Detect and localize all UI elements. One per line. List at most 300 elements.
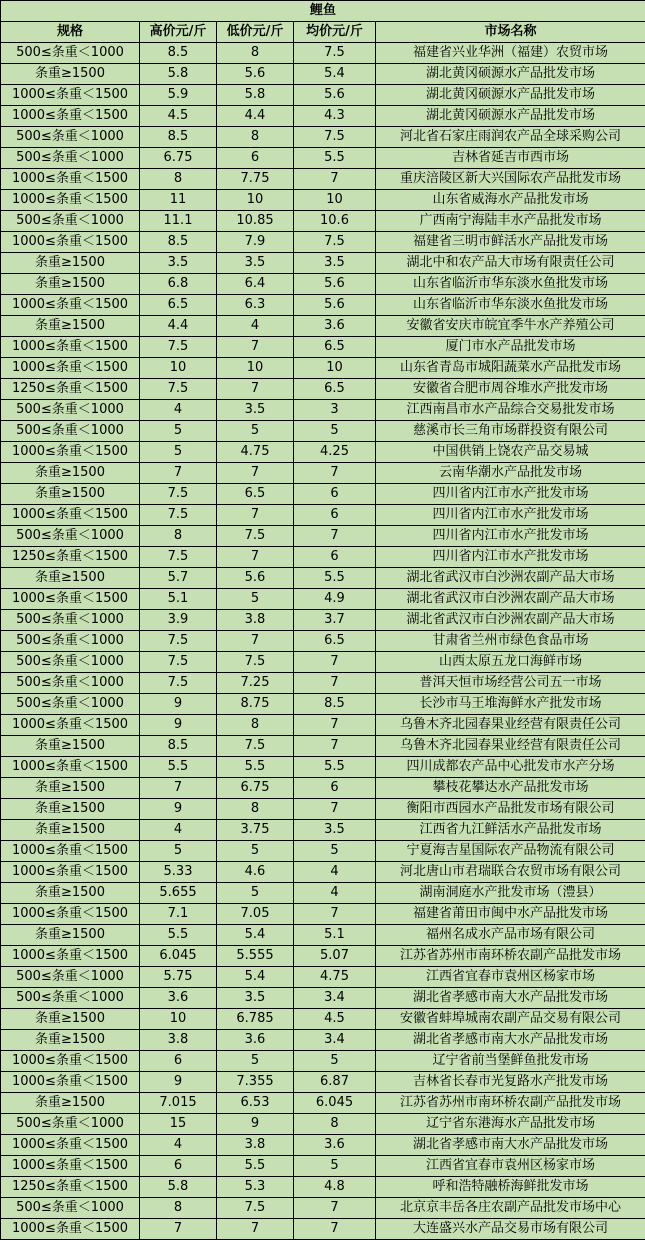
table-row	[1, 1114, 645, 1135]
cell-high-price: 4	[140, 820, 217, 841]
cell-low-price: 7.25	[217, 673, 294, 694]
cell-avg-price: 10.6	[294, 211, 376, 232]
cell-avg-price: 5	[294, 1051, 376, 1072]
cell-low-price: 8	[217, 799, 294, 820]
cell-spec: 1000≤条重＜1500	[1, 190, 140, 211]
cell-avg-price: 7.5	[294, 127, 376, 148]
cell-high-price: 8	[140, 169, 217, 190]
cell-spec: 1000≤条重＜1500	[1, 715, 140, 736]
cell-low-price: 3.5	[217, 253, 294, 274]
cell-avg-price: 6	[294, 505, 376, 526]
cell-low-price: 7.75	[217, 169, 294, 190]
cell-avg-price: 6.045	[294, 1093, 376, 1114]
table-row	[1, 190, 645, 211]
table-row	[1, 904, 645, 925]
table-row	[1, 337, 645, 358]
cell-spec: 1000≤条重＜1500	[1, 946, 140, 967]
table-row	[1, 925, 645, 946]
table-row	[1, 274, 645, 295]
cell-spec: 500≤条重＜1000	[1, 148, 140, 169]
cell-low-price: 5	[217, 841, 294, 862]
cell-market: 湖北省孝感市南大水产品批发市场	[376, 1135, 645, 1156]
cell-avg-price: 5	[294, 421, 376, 442]
cell-low-price: 10	[217, 190, 294, 211]
cell-spec: 1250≤条重＜1500	[1, 379, 140, 400]
cell-high-price: 6.5	[140, 295, 217, 316]
cell-low-price: 7.5	[217, 652, 294, 673]
cell-market: 山东省威海水产品批发市场	[376, 190, 645, 211]
cell-avg-price: 3.4	[294, 1030, 376, 1051]
cell-spec: 条重≥1500	[1, 1009, 140, 1030]
cell-high-price: 7	[140, 463, 217, 484]
table-row	[1, 1072, 645, 1093]
cell-spec: 1000≤条重＜1500	[1, 505, 140, 526]
cell-market: 安徽省安庆市皖宜季牛水产养殖公司	[376, 316, 645, 337]
table-row	[1, 1198, 645, 1219]
cell-avg-price: 4.9	[294, 589, 376, 610]
cell-avg-price: 5	[294, 1156, 376, 1177]
cell-spec: 500≤条重＜1000	[1, 211, 140, 232]
table-row	[1, 946, 645, 967]
cell-avg-price: 3.6	[294, 316, 376, 337]
cell-low-price: 7.5	[217, 1198, 294, 1219]
cell-avg-price: 4.75	[294, 967, 376, 988]
cell-market: 湖北黄冈硕源水产品批发市场	[376, 106, 645, 127]
cell-market: 攀枝花攀达水产品批发市场	[376, 778, 645, 799]
cell-market: 江苏省苏州市南环桥农副产品批发市场	[376, 946, 645, 967]
cell-high-price: 7.5	[140, 631, 217, 652]
cell-market: 湖北省孝感市南大水产品批发市场	[376, 988, 645, 1009]
cell-high-price: 6.8	[140, 274, 217, 295]
table-row	[1, 652, 645, 673]
cell-low-price: 7.5	[217, 736, 294, 757]
cell-high-price: 9	[140, 715, 217, 736]
cell-market: 河北唐山市君瑞联合农贸市场有限公司	[376, 862, 645, 883]
cell-spec: 条重≥1500	[1, 820, 140, 841]
cell-spec: 500≤条重＜1000	[1, 400, 140, 421]
cell-market: 甘肃省兰州市绿色食品市场	[376, 631, 645, 652]
cell-high-price: 4	[140, 400, 217, 421]
header-market: 市场名称	[376, 22, 645, 43]
cell-avg-price: 4.5	[294, 1009, 376, 1030]
cell-market: 山东省临沂市华东淡水鱼批发市场	[376, 274, 645, 295]
table-row	[1, 526, 645, 547]
cell-high-price: 8.5	[140, 127, 217, 148]
cell-avg-price: 7	[294, 1219, 376, 1240]
table-row	[1, 442, 645, 463]
cell-market: 山西太原五龙口海鲜市场	[376, 652, 645, 673]
cell-high-price: 8.5	[140, 232, 217, 253]
cell-high-price: 3.5	[140, 253, 217, 274]
cell-avg-price: 7	[294, 736, 376, 757]
cell-high-price: 5.9	[140, 85, 217, 106]
cell-spec: 1000≤条重＜1500	[1, 106, 140, 127]
cell-market: 四川省内江市水产批发市场	[376, 484, 645, 505]
cell-spec: 条重≥1500	[1, 484, 140, 505]
cell-spec: 1000≤条重＜1500	[1, 757, 140, 778]
table-row	[1, 1177, 645, 1198]
cell-low-price: 10	[217, 358, 294, 379]
cell-low-price: 8	[217, 715, 294, 736]
cell-spec: 1000≤条重＜1500	[1, 1135, 140, 1156]
cell-low-price: 7.05	[217, 904, 294, 925]
cell-market: 福州名成水产品市场有限公司	[376, 925, 645, 946]
cell-spec: 条重≥1500	[1, 1030, 140, 1051]
cell-market: 长沙市马王堆海鲜水产批发市场	[376, 694, 645, 715]
cell-high-price: 5	[140, 421, 217, 442]
cell-avg-price: 7	[294, 904, 376, 925]
cell-avg-price: 8.5	[294, 694, 376, 715]
cell-spec: 1000≤条重＜1500	[1, 1051, 140, 1072]
cell-avg-price: 6	[294, 778, 376, 799]
cell-market: 湖北黄冈硕源水产品批发市场	[376, 64, 645, 85]
table-row	[1, 1009, 645, 1030]
title-row	[1, 1, 645, 22]
cell-high-price: 15	[140, 1114, 217, 1135]
cell-high-price: 5	[140, 442, 217, 463]
cell-avg-price: 3.5	[294, 820, 376, 841]
cell-high-price: 8	[140, 526, 217, 547]
cell-high-price: 9	[140, 694, 217, 715]
cell-market: 吉林省延吉市西市场	[376, 148, 645, 169]
header-avg-price: 均价元/斤	[294, 22, 376, 43]
cell-high-price: 6.75	[140, 148, 217, 169]
cell-low-price: 7	[217, 337, 294, 358]
cell-low-price: 5.555	[217, 946, 294, 967]
cell-market: 四川省内江市水产批发市场	[376, 547, 645, 568]
cell-low-price: 5.4	[217, 925, 294, 946]
cell-spec: 条重≥1500	[1, 64, 140, 85]
cell-high-price: 5.655	[140, 883, 217, 904]
cell-market: 河北省石家庄雨润农产品全球采购公司	[376, 127, 645, 148]
cell-avg-price: 5.1	[294, 925, 376, 946]
cell-market: 福建省莆田市闽中水产品批发市场	[376, 904, 645, 925]
cell-low-price: 8.75	[217, 694, 294, 715]
table-row	[1, 1051, 645, 1072]
cell-high-price: 7.5	[140, 673, 217, 694]
cell-avg-price: 8	[294, 1114, 376, 1135]
cell-spec: 1000≤条重＜1500	[1, 232, 140, 253]
cell-market: 湖北黄冈硕源水产品批发市场	[376, 85, 645, 106]
cell-low-price: 5.8	[217, 85, 294, 106]
table-body	[1, 43, 645, 1240]
cell-avg-price: 3.4	[294, 988, 376, 1009]
cell-spec: 1000≤条重＜1500	[1, 295, 140, 316]
cell-market: 北京京丰岳各庄农副产品批发市场中心	[376, 1198, 645, 1219]
cell-high-price: 10	[140, 1009, 217, 1030]
cell-low-price: 5	[217, 1051, 294, 1072]
cell-market: 中国供销上饶农产品交易城	[376, 442, 645, 463]
cell-low-price: 5	[217, 421, 294, 442]
cell-spec: 条重≥1500	[1, 736, 140, 757]
cell-market: 广西南宁海陆丰水产品批发市场	[376, 211, 645, 232]
cell-spec: 条重≥1500	[1, 883, 140, 904]
table-row	[1, 316, 645, 337]
cell-high-price: 8	[140, 1198, 217, 1219]
cell-high-price: 4	[140, 1135, 217, 1156]
cell-market: 江西省宜春市袁州区杨家市场	[376, 1156, 645, 1177]
cell-market: 呼和浩特融桥海鲜批发市场	[376, 1177, 645, 1198]
cell-market: 安徽省蚌埠城南农副产品交易有限公司	[376, 1009, 645, 1030]
cell-avg-price: 5	[294, 841, 376, 862]
cell-spec: 1000≤条重＜1500	[1, 589, 140, 610]
cell-spec: 1000≤条重＜1500	[1, 862, 140, 883]
cell-low-price: 8	[217, 43, 294, 64]
cell-high-price: 5.75	[140, 967, 217, 988]
table-row	[1, 358, 645, 379]
cell-avg-price: 7	[294, 715, 376, 736]
cell-spec: 1250≤条重＜1500	[1, 547, 140, 568]
header-spec: 规格	[1, 22, 140, 43]
cell-spec: 500≤条重＜1000	[1, 673, 140, 694]
table-row	[1, 253, 645, 274]
table-row	[1, 463, 645, 484]
cell-spec: 500≤条重＜1000	[1, 631, 140, 652]
cell-low-price: 6.53	[217, 1093, 294, 1114]
cell-market: 厦门市水产品批发市场	[376, 337, 645, 358]
cell-low-price: 3.8	[217, 1135, 294, 1156]
cell-spec: 500≤条重＜1000	[1, 694, 140, 715]
cell-high-price: 5.5	[140, 925, 217, 946]
table-row	[1, 610, 645, 631]
cell-low-price: 6.75	[217, 778, 294, 799]
cell-high-price: 6.045	[140, 946, 217, 967]
cell-avg-price: 4.25	[294, 442, 376, 463]
cell-low-price: 7.5	[217, 526, 294, 547]
cell-high-price: 7	[140, 1219, 217, 1240]
table-row	[1, 169, 645, 190]
cell-low-price: 4.4	[217, 106, 294, 127]
cell-avg-price: 7	[294, 1198, 376, 1219]
table-row	[1, 1135, 645, 1156]
cell-avg-price: 5.6	[294, 295, 376, 316]
cell-market: 湖北省孝感市南大水产品批发市场	[376, 1030, 645, 1051]
cell-high-price: 5.7	[140, 568, 217, 589]
table-row	[1, 127, 645, 148]
table-row	[1, 64, 645, 85]
cell-avg-price: 5.4	[294, 64, 376, 85]
cell-high-price: 5.1	[140, 589, 217, 610]
cell-low-price: 5.3	[217, 1177, 294, 1198]
cell-spec: 500≤条重＜1000	[1, 1114, 140, 1135]
cell-high-price: 5	[140, 841, 217, 862]
cell-market: 重庆涪陵区新大兴国际农产品批发市场	[376, 169, 645, 190]
cell-market: 江西南昌市水产品综合交易批发市场	[376, 400, 645, 421]
cell-avg-price: 5.6	[294, 85, 376, 106]
cell-spec: 1000≤条重＜1500	[1, 1072, 140, 1093]
table-row	[1, 568, 645, 589]
cell-spec: 1000≤条重＜1500	[1, 442, 140, 463]
cell-low-price: 7.9	[217, 232, 294, 253]
cell-low-price: 7	[217, 505, 294, 526]
table-title: 鲤鱼	[1, 1, 645, 22]
cell-market: 大连盛兴水产品交易市场有限公司	[376, 1219, 645, 1240]
cell-spec: 1000≤条重＜1500	[1, 841, 140, 862]
cell-avg-price: 3.6	[294, 1135, 376, 1156]
table-row	[1, 799, 645, 820]
cell-avg-price: 7.5	[294, 43, 376, 64]
cell-spec: 500≤条重＜1000	[1, 421, 140, 442]
cell-market: 安徽省合肥市周谷堆水产批发市场	[376, 379, 645, 400]
cell-avg-price: 7	[294, 799, 376, 820]
table-row	[1, 484, 645, 505]
cell-market: 湖北中和农产品大市场有限责任公司	[376, 253, 645, 274]
cell-avg-price: 7.5	[294, 232, 376, 253]
cell-market: 四川省内江市水产批发市场	[376, 505, 645, 526]
cell-low-price: 3.5	[217, 400, 294, 421]
table-row	[1, 778, 645, 799]
cell-low-price: 9	[217, 1114, 294, 1135]
table-row	[1, 421, 645, 442]
cell-spec: 1000≤条重＜1500	[1, 337, 140, 358]
cell-avg-price: 7	[294, 652, 376, 673]
table-row	[1, 736, 645, 757]
table-row	[1, 589, 645, 610]
cell-spec: 条重≥1500	[1, 274, 140, 295]
cell-market: 江西省宜春市袁州区杨家市场	[376, 967, 645, 988]
table-row	[1, 883, 645, 904]
cell-avg-price: 3.5	[294, 253, 376, 274]
cell-spec: 500≤条重＜1000	[1, 988, 140, 1009]
cell-low-price: 5.6	[217, 568, 294, 589]
cell-high-price: 7.5	[140, 652, 217, 673]
cell-market: 江苏省苏州市南环桥农副产品批发市场	[376, 1093, 645, 1114]
table-row	[1, 85, 645, 106]
cell-avg-price: 3	[294, 400, 376, 421]
table-row	[1, 673, 645, 694]
cell-spec: 条重≥1500	[1, 1093, 140, 1114]
cell-avg-price: 7	[294, 169, 376, 190]
cell-spec: 1000≤条重＜1500	[1, 85, 140, 106]
cell-market: 衡阳市西园水产品批发市场有限公司	[376, 799, 645, 820]
cell-avg-price: 4	[294, 883, 376, 904]
cell-avg-price: 5.5	[294, 757, 376, 778]
cell-spec: 500≤条重＜1000	[1, 967, 140, 988]
table-row	[1, 820, 645, 841]
cell-spec: 条重≥1500	[1, 463, 140, 484]
cell-market: 辽宁省前当堡鲜鱼批发市场	[376, 1051, 645, 1072]
cell-spec: 1000≤条重＜1500	[1, 904, 140, 925]
cell-market: 山东省青岛市城阳蔬菜水产品批发市场	[376, 358, 645, 379]
cell-avg-price: 6	[294, 547, 376, 568]
table-row	[1, 547, 645, 568]
cell-high-price: 5.8	[140, 64, 217, 85]
cell-avg-price: 6	[294, 484, 376, 505]
cell-avg-price: 6.5	[294, 337, 376, 358]
cell-avg-price: 5.07	[294, 946, 376, 967]
table-row	[1, 379, 645, 400]
cell-low-price: 6.5	[217, 484, 294, 505]
table-row	[1, 862, 645, 883]
cell-high-price: 7.5	[140, 547, 217, 568]
table-row	[1, 1093, 645, 1114]
cell-market: 江西省九江鲜活水产品批发市场	[376, 820, 645, 841]
cell-high-price: 7.5	[140, 484, 217, 505]
cell-spec: 1000≤条重＜1500	[1, 1219, 140, 1240]
cell-low-price: 7	[217, 379, 294, 400]
cell-spec: 500≤条重＜1000	[1, 127, 140, 148]
cell-low-price: 7	[217, 463, 294, 484]
table-row	[1, 841, 645, 862]
cell-spec: 条重≥1500	[1, 925, 140, 946]
cell-high-price: 5.5	[140, 757, 217, 778]
cell-high-price: 10	[140, 358, 217, 379]
cell-market: 湖南洞庭水产批发市场（澧县）	[376, 883, 645, 904]
cell-avg-price: 3.7	[294, 610, 376, 631]
cell-avg-price: 5.5	[294, 568, 376, 589]
cell-market: 普洱天恒市场经营公司五一市场	[376, 673, 645, 694]
cell-low-price: 4.75	[217, 442, 294, 463]
cell-spec: 条重≥1500	[1, 799, 140, 820]
cell-market: 慈溪市长三角市场群投资有限公司	[376, 421, 645, 442]
cell-high-price: 7.015	[140, 1093, 217, 1114]
cell-high-price: 6	[140, 1156, 217, 1177]
cell-spec: 条重≥1500	[1, 253, 140, 274]
table-row	[1, 232, 645, 253]
cell-low-price: 6.785	[217, 1009, 294, 1030]
cell-market: 福建省兴业华洲（福建）农贸市场	[376, 43, 645, 64]
cell-avg-price: 6.5	[294, 379, 376, 400]
cell-avg-price: 4.8	[294, 1177, 376, 1198]
cell-high-price: 3.6	[140, 988, 217, 1009]
cell-high-price: 4.4	[140, 316, 217, 337]
cell-market: 乌鲁木齐北园春果业经营有限责任公司	[376, 715, 645, 736]
table-row	[1, 715, 645, 736]
cell-spec: 条重≥1500	[1, 568, 140, 589]
cell-spec: 500≤条重＜1000	[1, 1198, 140, 1219]
table-row	[1, 631, 645, 652]
cell-low-price: 5.4	[217, 967, 294, 988]
cell-market: 乌鲁木齐北园春果业经营有限责任公司	[376, 736, 645, 757]
cell-spec: 1000≤条重＜1500	[1, 169, 140, 190]
cell-low-price: 10.85	[217, 211, 294, 232]
cell-low-price: 5.6	[217, 64, 294, 85]
table-row	[1, 1156, 645, 1177]
cell-high-price: 11	[140, 190, 217, 211]
cell-low-price: 6.4	[217, 274, 294, 295]
cell-low-price: 8	[217, 127, 294, 148]
cell-market: 吉林省长春市光复路水产批发市场	[376, 1072, 645, 1093]
cell-low-price: 3.8	[217, 610, 294, 631]
cell-high-price: 4.5	[140, 106, 217, 127]
table-row	[1, 1219, 645, 1240]
cell-avg-price: 10	[294, 190, 376, 211]
cell-spec: 1000≤条重＜1500	[1, 1156, 140, 1177]
cell-market: 宁夏海吉星国际农产品物流有限公司	[376, 841, 645, 862]
cell-high-price: 8.5	[140, 43, 217, 64]
cell-market: 辽宁省东港海水产品批发市场	[376, 1114, 645, 1135]
cell-high-price: 9	[140, 799, 217, 820]
table-row	[1, 148, 645, 169]
cell-spec: 500≤条重＜1000	[1, 652, 140, 673]
cell-avg-price: 4	[294, 862, 376, 883]
table-row	[1, 295, 645, 316]
table-row	[1, 757, 645, 778]
cell-low-price: 6.3	[217, 295, 294, 316]
cell-high-price: 3.9	[140, 610, 217, 631]
cell-market: 四川省内江市水产批发市场	[376, 526, 645, 547]
header-low-price: 低价元/斤	[217, 22, 294, 43]
cell-high-price: 7	[140, 778, 217, 799]
cell-market: 湖北省武汉市白沙洲农副产品大市场	[376, 589, 645, 610]
cell-low-price: 7	[217, 1219, 294, 1240]
cell-high-price: 7.1	[140, 904, 217, 925]
cell-high-price: 6	[140, 1051, 217, 1072]
cell-low-price: 7	[217, 631, 294, 652]
table-row	[1, 505, 645, 526]
cell-avg-price: 6.5	[294, 631, 376, 652]
cell-market: 湖北省武汉市白沙洲农副产品大市场	[376, 610, 645, 631]
